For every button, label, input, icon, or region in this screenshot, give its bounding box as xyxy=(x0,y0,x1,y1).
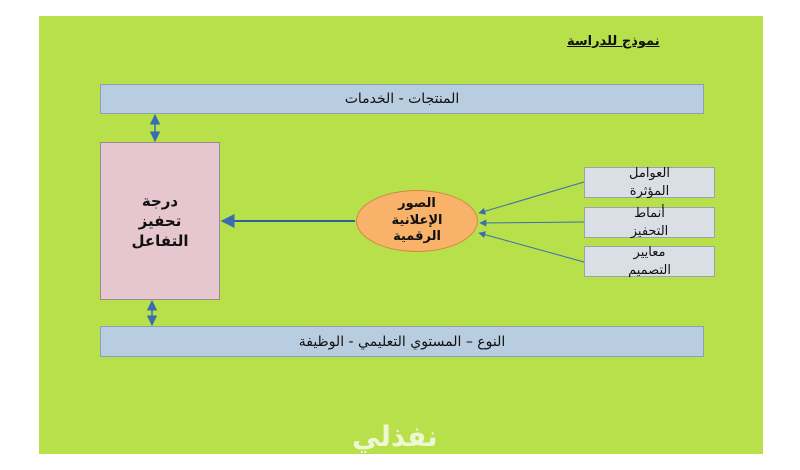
arrow-factor-3-to-ellipse xyxy=(479,233,584,262)
factor-box-motivation-patterns: أنماط التحفيز xyxy=(584,207,715,238)
factor-box-design-criteria: معايير التصميم xyxy=(584,246,715,277)
watermark-logo: نفذلي xyxy=(352,420,438,453)
factor-box-influencing-factors: العوامل المؤثرة xyxy=(584,167,715,198)
bottom-bar-demographics: النوع – المستوي التعليمي - الوظيفة xyxy=(100,326,704,357)
diagram-title: نموذج للدراسة xyxy=(567,34,660,49)
arrow-factor-2-to-ellipse xyxy=(480,222,584,223)
independent-variable-ellipse: الصور الإعلانية الرقمية xyxy=(356,190,478,252)
watermark-url: nafezly.com xyxy=(360,455,437,468)
dependent-variable-box: درجة تحفيز التفاعل xyxy=(100,142,220,300)
arrow-factor-1-to-ellipse xyxy=(479,182,584,213)
top-bar-products-services: المنتجات - الخدمات xyxy=(100,84,704,114)
